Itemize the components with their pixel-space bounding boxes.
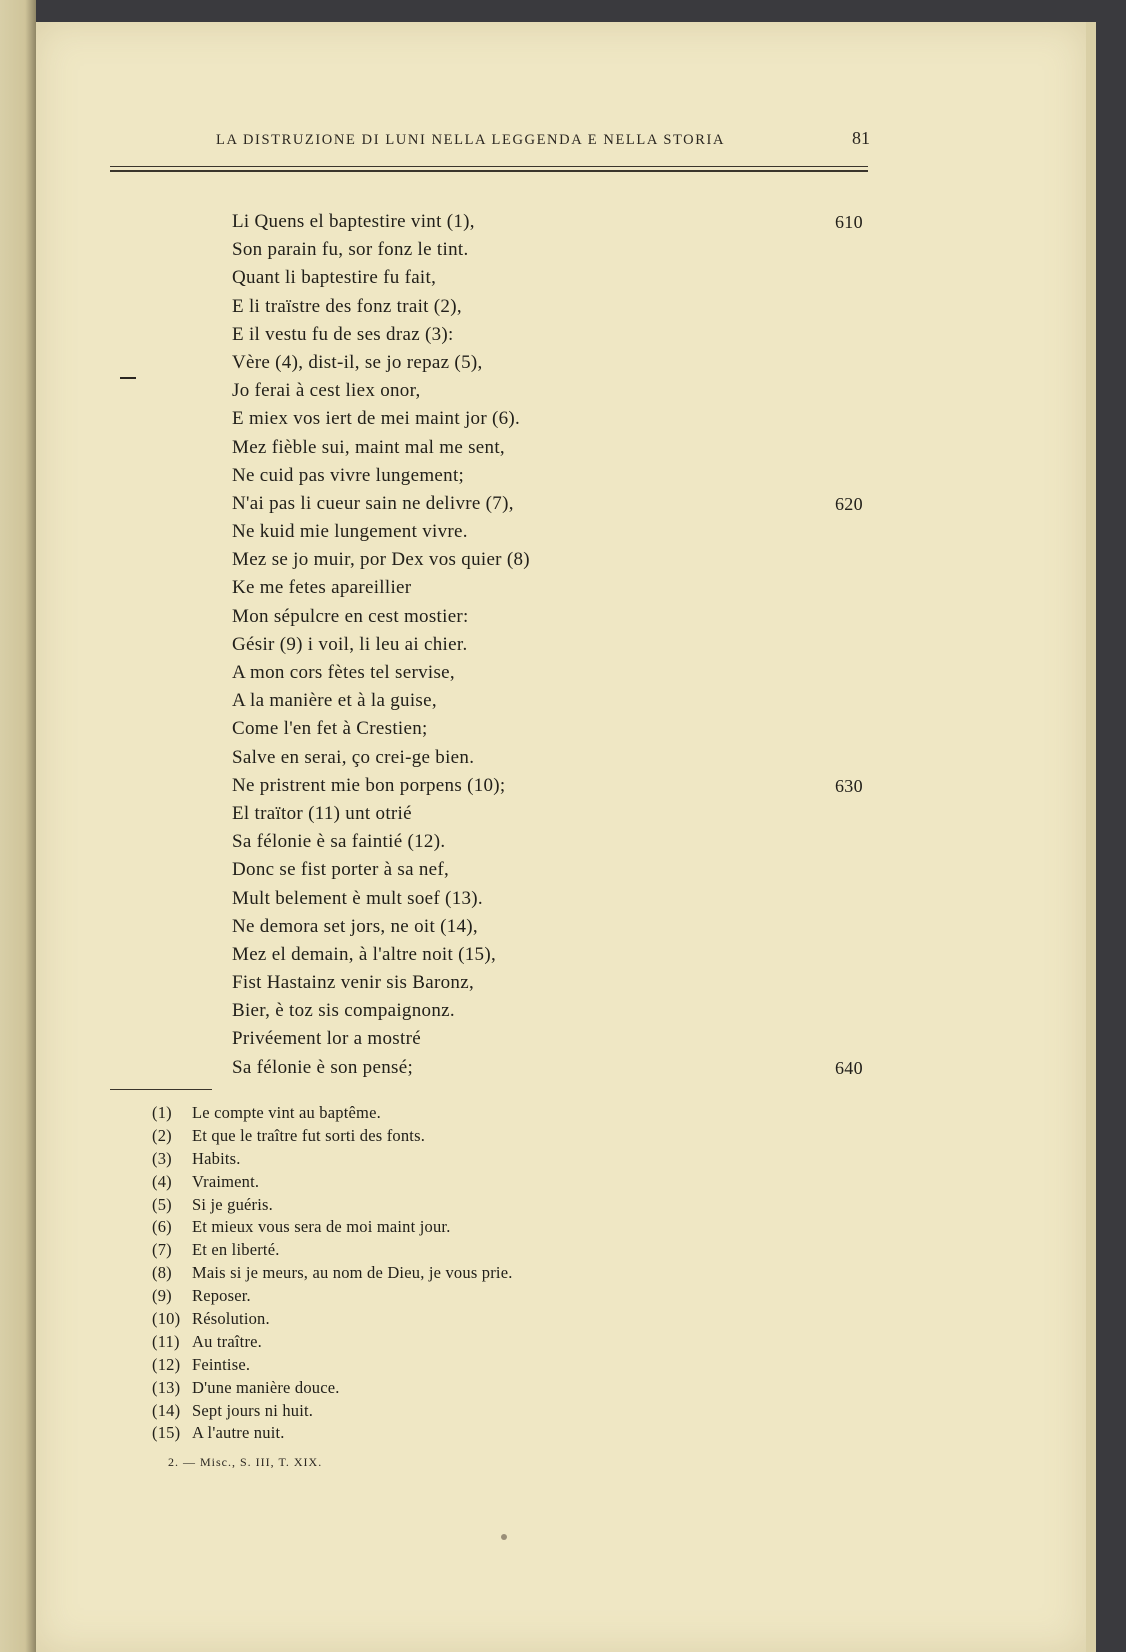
verse-text: Fist Hastainz venir sis Baronz, [232,972,475,994]
footnote-text: Résolution. [192,1309,270,1329]
verse-line [232,885,892,913]
footnote-text: Si je guéris. [192,1194,273,1214]
footnote [152,1171,792,1194]
verse-text: A la manière et à la guise, [232,690,437,712]
verse-text: Come l'en fet à Crestien; [232,718,428,740]
footnote-mark: (10) [152,1309,181,1329]
footnote-mark: (3) [152,1148,172,1168]
footnote-text: Et mieux vous sera de moi maint jour. [192,1217,451,1237]
verse-line [232,631,892,659]
verse-line [232,208,892,236]
verse-text: Sa félonie è son pensé; [232,1056,414,1078]
verse-text: Sa félonie è sa faintié (12). [232,831,446,853]
footnote [152,1377,792,1400]
footnote-mark: (14) [152,1400,181,1420]
footnote-mark: (13) [152,1377,181,1397]
verse-text: Mult belement è mult soef (13). [232,887,483,909]
verse-line [232,687,892,715]
header-rule-thick [110,170,868,172]
footnote-mark: (5) [152,1194,172,1214]
verse-line [232,603,892,631]
verse-text: Ne pristrent mie bon porpens (10); [232,774,506,796]
footnote [152,1262,792,1285]
footnote-text: Sept jours ni huit. [192,1400,314,1420]
verse-line [232,659,892,687]
verse-text: Mon sépulcre en cest mostier: [232,605,469,627]
line-number: 620 [835,493,863,514]
footnote-mark: (6) [152,1217,172,1237]
footnote [152,1422,792,1445]
footnote-text: Vraiment. [192,1171,260,1191]
footnote [152,1102,792,1125]
header-rule [110,166,868,167]
verse-text: Mez fièble sui, maint mal me sent, [232,436,505,458]
verse-line [232,434,892,462]
verse-line [232,321,892,349]
line-number: 610 [835,212,863,232]
verse-line [232,997,892,1025]
footnote-mark: (11) [152,1331,180,1351]
footnote-text: Feintise. [192,1354,251,1374]
margin-mark [120,377,136,379]
paper-speck [501,1534,507,1540]
verse-text: Ne demora set jors, ne oit (14), [232,915,478,937]
footnote-text: Et que le traître fut sorti des fonts. [192,1125,426,1145]
verse-line [232,856,892,884]
footnote [152,1239,792,1262]
verse-line [232,800,892,828]
verse-line [232,1025,892,1053]
footnote [152,1400,792,1423]
verse-text: Son parain fu, sor fonz le tint. [232,239,469,261]
verse-line [232,913,892,941]
footnote [152,1354,792,1377]
verse-text: Bier, è toz sis compaignonz. [232,1000,455,1022]
footnotes [152,1102,792,1445]
page-edge [1086,22,1096,1652]
verse-line [232,744,892,772]
verse-line [232,264,892,292]
verse-text: Ne cuid pas vivre lungement; [232,464,465,486]
verse-line [232,969,892,997]
verse-line [232,293,892,321]
footnote-mark: (4) [152,1171,172,1191]
verse-line [232,405,892,433]
running-title: LA DISTRUZIONE DI LUNI NELLA LEGGENDA E NELLA STORIA [216,132,726,148]
verse-line [232,490,892,518]
verse-text: El traïtor (11) unt otrié [232,802,412,824]
footnote-text: Habits. [192,1148,241,1168]
footnote-mark: (1) [152,1103,172,1122]
verse-text: E miex vos iert de mei maint jor (6). [232,408,521,430]
verse-text: Gésir (9) i voil, li leu ai chier. [232,633,468,655]
verse-line [232,349,892,377]
verse-text: E li traïstre des fonz trait (2), [232,295,462,317]
footnote-mark: (8) [152,1263,172,1283]
verse-line [232,574,892,602]
verse-block [232,208,892,1082]
footnote-text: Reposer. [192,1286,251,1306]
line-number: 640 [835,1057,863,1078]
page-number: 81 [852,128,870,148]
footnote [152,1331,792,1354]
verse-text: Quant li baptestire fu fait, [232,267,437,289]
footnote-text: Le compte vint au baptême. [192,1103,381,1122]
verse-text: Donc se fist porter à sa nef, [232,859,450,881]
footnote [152,1194,792,1217]
footnote-text: Mais si je meurs, au nom de Dieu, je vous prie. [192,1263,513,1283]
verse-text: Li Quens el baptestire vint (1), [232,211,475,232]
line-number: 630 [835,775,863,796]
verse-text: E il vestu fu de ses draz (3): [232,323,454,345]
footnote-text: Au traître. [192,1331,263,1351]
footnote-mark: (12) [152,1354,181,1374]
footnote [152,1148,792,1171]
footnote [152,1308,792,1331]
footnote-mark: (15) [152,1423,181,1443]
footnote [152,1216,792,1239]
signature-line: 2. — Misc., S. III, T. XIX. [168,1455,323,1469]
verse-text: N'ai pas li cueur sain ne delivre (7), [232,492,514,514]
facing-page-edge [0,0,36,1652]
verse-line [232,772,892,800]
verse-text: A mon cors fètes tel servise, [232,662,455,683]
verse-line [232,377,892,405]
verse-line [232,462,892,490]
verse-line [232,941,892,969]
footnote-mark: (2) [152,1125,172,1145]
verse-line [232,236,892,264]
footnote-text: Et en liberté. [192,1240,280,1260]
footnote [152,1285,792,1308]
footnote-text: D'une manière douce. [192,1377,340,1397]
verse-line [232,518,892,546]
verse-line [232,715,892,743]
verse-line [232,1054,892,1082]
verse-line [232,828,892,856]
verse-text: Vère (4), dist-il, se jo repaz (5), [232,351,483,373]
verse-text: Privéement lor a mostré [232,1028,421,1050]
verse-text: Jo ferai à cest liex onor, [232,380,421,402]
footnote-mark: (9) [152,1286,172,1306]
verse-text: Mez el demain, à l'altre noit (15), [232,943,496,965]
footnote [152,1125,792,1148]
verse-text: Ne kuid mie lungement vivre. [232,521,468,543]
verse-text: Ke me fetes apareillier [232,577,412,599]
footnote-text: A l'autre nuit. [192,1423,285,1443]
footnote-mark: (7) [152,1240,172,1260]
verse-text: Mez se jo muir, por Dex vos quier (8) [232,549,530,571]
footnote-rule [110,1089,212,1090]
verse-text: Salve en serai, ço crei-ge bien. [232,746,475,768]
verse-line [232,546,892,574]
